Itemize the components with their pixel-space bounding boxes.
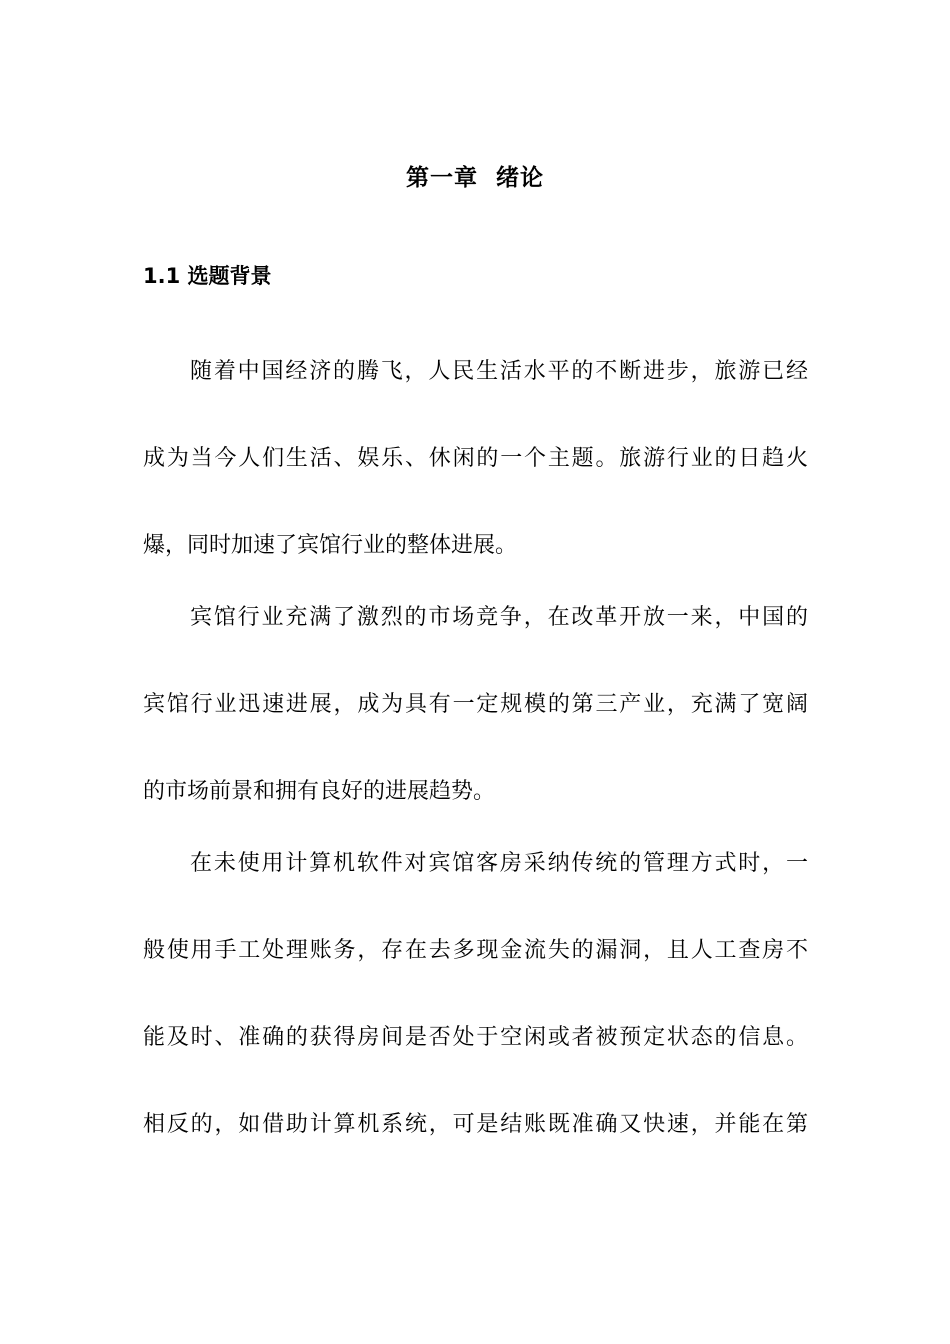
paragraph-1-line-1: 随着中国经济的腾飞，人民生活水平的不断进步，旅游已经 (190, 359, 808, 384)
paragraph-2-line-3: 的市场前景和拥有良好的进展趋势。 (143, 779, 496, 804)
paragraph-3-line-3: 能及时、准确的获得房间是否处于空闲或者被预定状态的信息。 (143, 1025, 808, 1050)
paragraph-3-line-1: 在未使用计算机软件对宾馆客房采纳传统的管理方式时，一 (190, 851, 808, 876)
section-heading: 1.1 选题背景 (143, 264, 272, 288)
paragraph-2-line-2: 宾馆行业迅速进展，成为具有一定规模的第三产业，充满了宽阔 (143, 692, 808, 717)
paragraph-2-line-1: 宾馆行业充满了激烈的市场竞争，在改革开放一来，中国的 (190, 605, 808, 630)
paragraph-3-line-2: 般使用手工处理账务，存在去多现金流失的漏洞，且人工查房不 (143, 938, 808, 963)
paragraph-1-line-2: 成为当今人们生活、娱乐、休闲的一个主题。旅游行业的日趋火 (143, 446, 808, 471)
paragraph-3-line-4: 相反的，如借助计算机系统，可是结账既准确又快速，并能在第 (143, 1112, 808, 1137)
paragraph-1-line-3: 爆，同时加速了宾馆行业的整体进展。 (143, 533, 518, 558)
chapter-title: 第一章 绪论 (405, 165, 544, 191)
